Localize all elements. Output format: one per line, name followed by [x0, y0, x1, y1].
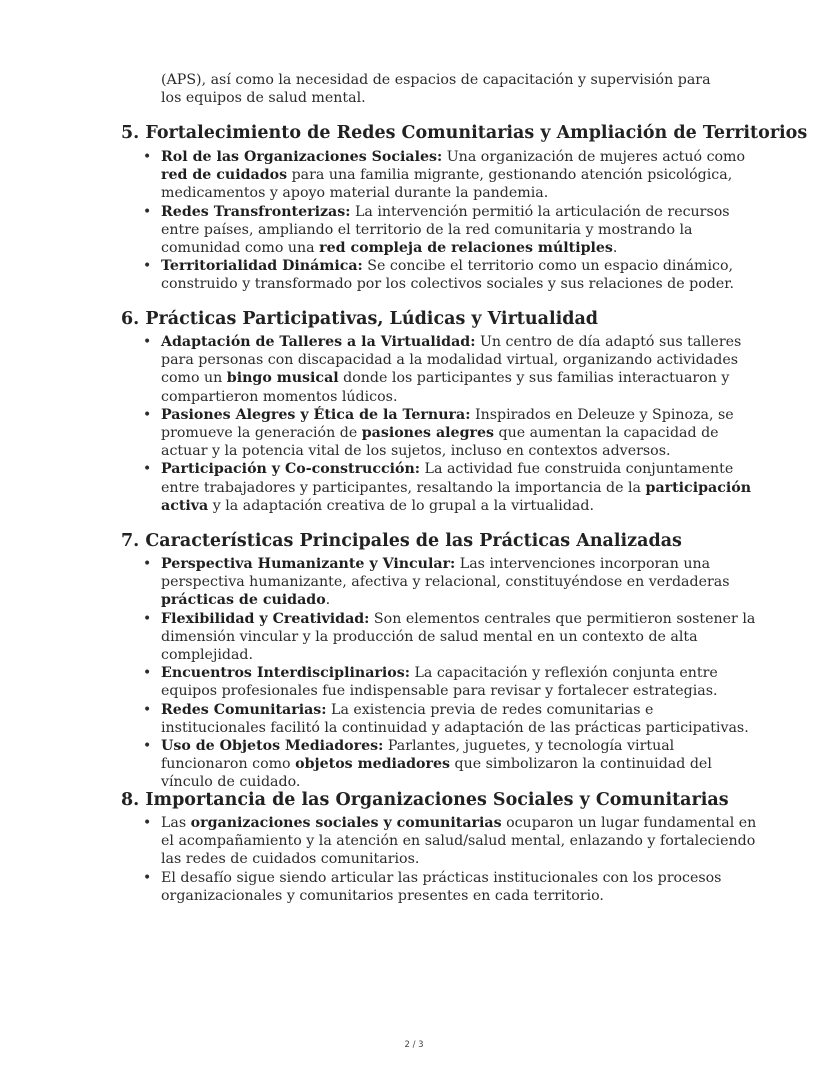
- section-5-list: [121, 148, 761, 294]
- page-number: 2 / 3: [404, 1040, 424, 1050]
- list-item: • Flexibilidad y Creatividad: Son elementos centrales que permitieron sostener la dimensión vincular y la producción de salud mental en un contexto de alta complejidad.: [161, 610, 761, 665]
- section-8-heading: 8. Importancia de las Organizaciones Sociales y Comunitarias: [121, 790, 729, 810]
- section-6-list: [121, 333, 761, 515]
- list-item: • Redes Comunitarias: La existencia previa de redes comunitarias e institucionales facilitó la continuidad y adaptación de las prácticas participativas.: [161, 701, 761, 737]
- section-6-heading: 6. Prácticas Participativas, Lúdicas y Virtualidad: [121, 309, 599, 329]
- list-item: • Encuentros Interdisciplinarios: La capacitación y reflexión conjunta entre equipos profesionales fue indispensable para revisar y fortalecer estrategias.: [161, 664, 761, 700]
- list-item: • Las organizaciones sociales y comunitarias ocuparon un lugar fundamental en el acompañamiento y la atención en salud/salud mental, enlazando y fortaleciendo las redes de cuidados comunitarios.: [161, 814, 761, 869]
- continuation-paragraph: (APS), así como la necesidad de espacios de capacitación y supervisión para los equipos de salud mental.: [161, 72, 711, 107]
- list-item: • El desafío sigue siendo articular las prácticas institucionales con los procesos organizacionales y comunitarios presentes en cada territorio.: [161, 869, 761, 905]
- list-item: • Perspectiva Humanizante y Vincular: Las intervenciones incorporan una perspectiva humanizante, afectiva y relacional, constituyéndose en verdaderas prácticas de cuidado.: [161, 555, 761, 610]
- list-item: • Rol de las Organizaciones Sociales: Una organización de mujeres actuó como red de cuidados para una familia migrante, gestionando atención psicológica, medicamentos y apoyo material durante la pandemia.: [161, 148, 761, 203]
- list-item: • Adaptación de Talleres a la Virtualidad: Un centro de día adaptó sus talleres para personas con discapacidad a la modalidad virtual, organizando actividades como un bingo musical donde los participantes y sus familias interactuaron y compartieron momentos lúdicos.: [161, 333, 761, 406]
- list-item: • Pasiones Alegres y Ética de la Ternura: Inspirados en Deleuze y Spinoza, se promueve la generación de pasiones alegres que aumentan la capacidad de actuar y la potencia vital de los sujetos, incluso en contextos adversos.: [161, 406, 761, 461]
- section-5-heading: 5. Fortalecimiento de Redes Comunitarias y Ampliación de Territorios: [121, 123, 808, 143]
- list-item: • Uso de Objetos Mediadores: Parlantes, juguetes, y tecnología virtual funcionaron como objetos mediadores que simbolizaron la continuidad del vínculo de cuidado.: [161, 737, 761, 792]
- list-item: • Redes Transfronterizas: La intervención permitió la articulación de recursos entre países, ampliando el territorio de la red comunitaria y mostrando la comunidad como una red compleja de relaciones múltiples.: [161, 203, 761, 258]
- section-7-heading: 7. Características Principales de las Prácticas Analizadas: [121, 531, 682, 551]
- section-7-list: [121, 555, 761, 792]
- list-item: • Territorialidad Dinámica: Se concibe el territorio como un espacio dinámico, construido y transformado por los colectivos sociales y sus relaciones de poder.: [161, 257, 761, 293]
- section-8-list: [121, 814, 761, 905]
- list-item: • Participación y Co-construcción: La actividad fue construida conjuntamente entre trabajadores y participantes, resaltando la importancia de la participación activa y la adaptación creativa de lo grupal a la virtualidad.: [161, 460, 761, 515]
